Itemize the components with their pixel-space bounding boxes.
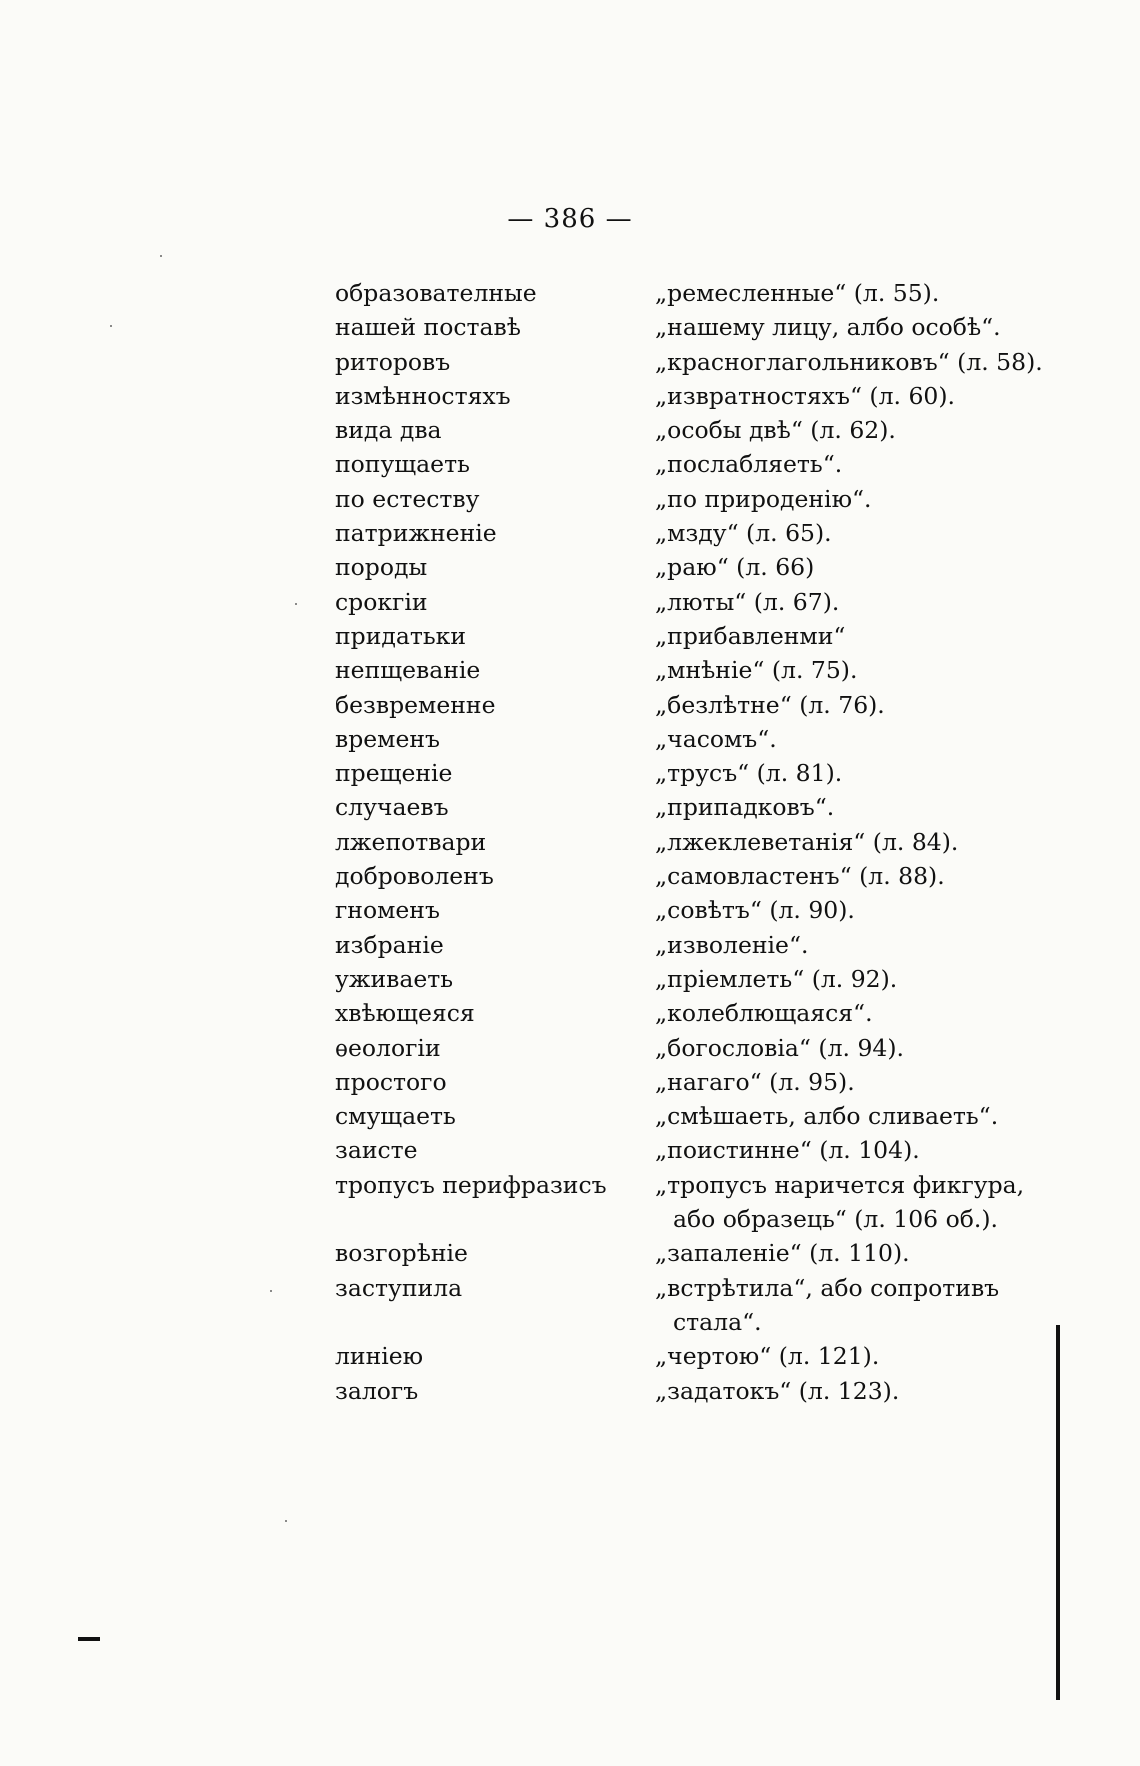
- entry-gloss: [655, 825, 1055, 859]
- entry-gloss: [655, 550, 1055, 584]
- entry-gloss: [655, 447, 1055, 481]
- entry-term: патрижненіе: [335, 519, 497, 548]
- glossary-entry: [335, 379, 1055, 413]
- glossary-entry: [335, 790, 1055, 824]
- glossary-entry: [335, 928, 1055, 962]
- entry-term: временъ: [335, 724, 440, 753]
- entry-term: придатьки: [335, 621, 466, 650]
- entry-gloss: [655, 722, 1055, 756]
- entry-gloss-text: „красноглагольниковъ“ (л. 58).: [655, 347, 1043, 376]
- entry-gloss: [655, 1133, 1055, 1167]
- entry-term: нашей поставѣ: [335, 313, 521, 342]
- glossary-entry: [335, 859, 1055, 893]
- entry-gloss: [655, 1271, 1055, 1340]
- entry-gloss: [655, 996, 1055, 1030]
- glossary-entry: [335, 1031, 1055, 1065]
- entry-gloss: [655, 310, 1055, 344]
- entry-gloss-text: „поистинне“ (л. 104).: [655, 1136, 920, 1165]
- entry-gloss: [655, 276, 1055, 310]
- glossary-entry: [335, 413, 1055, 447]
- entry-gloss: [655, 893, 1055, 927]
- entry-gloss-text: „нашему лицу, албо особѣ“.: [655, 313, 1001, 342]
- entry-term: безвременне: [335, 690, 496, 719]
- glossary-entry: [335, 893, 1055, 927]
- entry-term: простого: [335, 1067, 447, 1096]
- glossary-entry: [335, 996, 1055, 1030]
- margin-rule: [1056, 1325, 1060, 1700]
- entry-gloss: [655, 1168, 1055, 1237]
- entry-gloss-text: „мзду“ (л. 65).: [655, 519, 832, 548]
- entry-gloss-continuation: або образець“ (л. 106 об.).: [673, 1205, 999, 1234]
- glossary-entry: [335, 585, 1055, 619]
- entry-term: заступила: [335, 1273, 463, 1302]
- entry-term: риторовъ: [335, 347, 451, 376]
- entry-gloss-text: „по природенію“.: [655, 484, 872, 513]
- entry-term: породы: [335, 553, 428, 582]
- entry-gloss: [655, 1065, 1055, 1099]
- glossary-list: [335, 276, 1055, 1408]
- glossary-entry: [335, 722, 1055, 756]
- entry-gloss: [655, 688, 1055, 722]
- glossary-entry: [335, 1374, 1055, 1408]
- page-number: — 386 —: [507, 204, 633, 234]
- entry-term: тропусъ перифразисъ: [335, 1170, 607, 1199]
- entry-term: непщеваніе: [335, 656, 481, 685]
- entry-gloss: [655, 1031, 1055, 1065]
- paper-speck: [270, 1290, 272, 1292]
- entry-gloss: [655, 1099, 1055, 1133]
- entry-gloss-continuation: стала“.: [673, 1307, 762, 1336]
- glossary-entry: [335, 1099, 1055, 1133]
- glossary-entry: [335, 1065, 1055, 1099]
- entry-term: попущаеть: [335, 450, 470, 479]
- entry-term: возгорѣніе: [335, 1239, 468, 1268]
- entry-gloss-text: „послабляеть“.: [655, 450, 843, 479]
- entry-term: лжепотвари: [335, 827, 487, 856]
- entry-gloss-text: „колеблющаяся“.: [655, 999, 873, 1028]
- paper-speck: [295, 603, 297, 605]
- entry-gloss: [655, 1374, 1055, 1408]
- entry-term: срокгіи: [335, 587, 428, 616]
- entry-gloss: [655, 482, 1055, 516]
- entry-term: хвѣющеяся: [335, 999, 475, 1028]
- paper-speck: [110, 325, 112, 327]
- entry-term: гноменъ: [335, 896, 440, 925]
- entry-gloss: [655, 653, 1055, 687]
- entry-gloss-text: „особы двѣ“ (л. 62).: [655, 416, 896, 445]
- entry-term: измѣнностяхъ: [335, 381, 511, 410]
- glossary-entry: [335, 1271, 1055, 1340]
- glossary-entry: [335, 550, 1055, 584]
- entry-term: избраніе: [335, 930, 444, 959]
- entry-gloss: [655, 1236, 1055, 1270]
- entry-gloss: [655, 1339, 1055, 1373]
- entry-gloss-text: „задатокъ“ (л. 123).: [655, 1376, 900, 1405]
- paper-speck: [285, 1520, 287, 1522]
- entry-gloss-text: „пріемлеть“ (л. 92).: [655, 964, 898, 993]
- entry-gloss: [655, 413, 1055, 447]
- glossary-entry: [335, 1168, 1055, 1237]
- entry-term: линіею: [335, 1342, 424, 1371]
- entry-gloss-text: „часомъ“.: [655, 724, 777, 753]
- entry-gloss-text: „припадковъ“.: [655, 793, 835, 822]
- glossary-entry: [335, 619, 1055, 653]
- entry-term: уживаеть: [335, 964, 454, 993]
- entry-gloss: [655, 585, 1055, 619]
- glossary-entry: [335, 310, 1055, 344]
- entry-gloss-text: „тропусъ наричется фикгура,: [655, 1170, 1025, 1199]
- glossary-entry: [335, 276, 1055, 310]
- entry-gloss: [655, 345, 1055, 379]
- entry-gloss-text: „мнѣніе“ (л. 75).: [655, 656, 858, 685]
- entry-gloss-text: „ремесленные“ (л. 55).: [655, 279, 940, 307]
- entry-gloss-text: „запаленіе“ (л. 110).: [655, 1239, 910, 1268]
- glossary-entry: [335, 1339, 1055, 1373]
- entry-gloss: [655, 859, 1055, 893]
- entry-term: заисте: [335, 1136, 418, 1165]
- entry-gloss-text: „смѣшаеть, албо сливаеть“.: [655, 1102, 999, 1131]
- entry-term: случаевъ: [335, 793, 449, 822]
- entry-term: образователные: [335, 279, 537, 307]
- entry-gloss-text: „безлѣтне“ (л. 76).: [655, 690, 885, 719]
- glossary-entry: [335, 756, 1055, 790]
- entry-gloss-text: „совѣтъ“ (л. 90).: [655, 896, 855, 925]
- entry-gloss-text: „чертою“ (л. 121).: [655, 1342, 880, 1371]
- entry-gloss-text: „богословіа“ (л. 94).: [655, 1033, 904, 1062]
- entry-gloss-text: „изволеніе“.: [655, 930, 809, 959]
- glossary-entry: [335, 653, 1055, 687]
- glossary-entry: [335, 345, 1055, 379]
- entry-gloss-text: „люты“ (л. 67).: [655, 587, 840, 616]
- entry-term: залогъ: [335, 1376, 419, 1405]
- glossary-entry: [335, 447, 1055, 481]
- glossary-entry: [335, 1236, 1055, 1270]
- glossary-entry: [335, 516, 1055, 550]
- entry-gloss: [655, 790, 1055, 824]
- entry-gloss-text: „нагаго“ (л. 95).: [655, 1067, 855, 1096]
- entry-gloss-text: „прибавленми“: [655, 621, 846, 650]
- entry-gloss-text: „встрѣтила“, або сопротивъ: [655, 1273, 1000, 1302]
- entry-term: доброволенъ: [335, 862, 494, 891]
- entry-gloss-text: „извратностяхъ“ (л. 60).: [655, 381, 956, 410]
- edge-mark: [78, 1637, 100, 1641]
- entry-gloss-text: „раю“ (л. 66): [655, 553, 815, 582]
- entry-term: по естеству: [335, 484, 480, 513]
- entry-gloss-text: „самовластенъ“ (л. 88).: [655, 862, 945, 891]
- entry-term: ѳеологіи: [335, 1033, 441, 1062]
- entry-gloss-text: „лжеклеветанія“ (л. 84).: [655, 827, 959, 856]
- paper-speck: [160, 255, 162, 257]
- entry-term: смущаеть: [335, 1102, 456, 1131]
- entry-term: вида два: [335, 416, 442, 445]
- glossary-entry: [335, 825, 1055, 859]
- entry-gloss: [655, 619, 1055, 653]
- entry-term: прещеніе: [335, 759, 453, 788]
- glossary-entry: [335, 1133, 1055, 1167]
- glossary-entry: [335, 482, 1055, 516]
- entry-gloss: [655, 756, 1055, 790]
- entry-gloss: [655, 379, 1055, 413]
- glossary-entry: [335, 688, 1055, 722]
- entry-gloss: [655, 516, 1055, 550]
- glossary-entry: [335, 962, 1055, 996]
- entry-gloss: [655, 962, 1055, 996]
- entry-gloss-text: „трусъ“ (л. 81).: [655, 759, 843, 788]
- entry-gloss: [655, 928, 1055, 962]
